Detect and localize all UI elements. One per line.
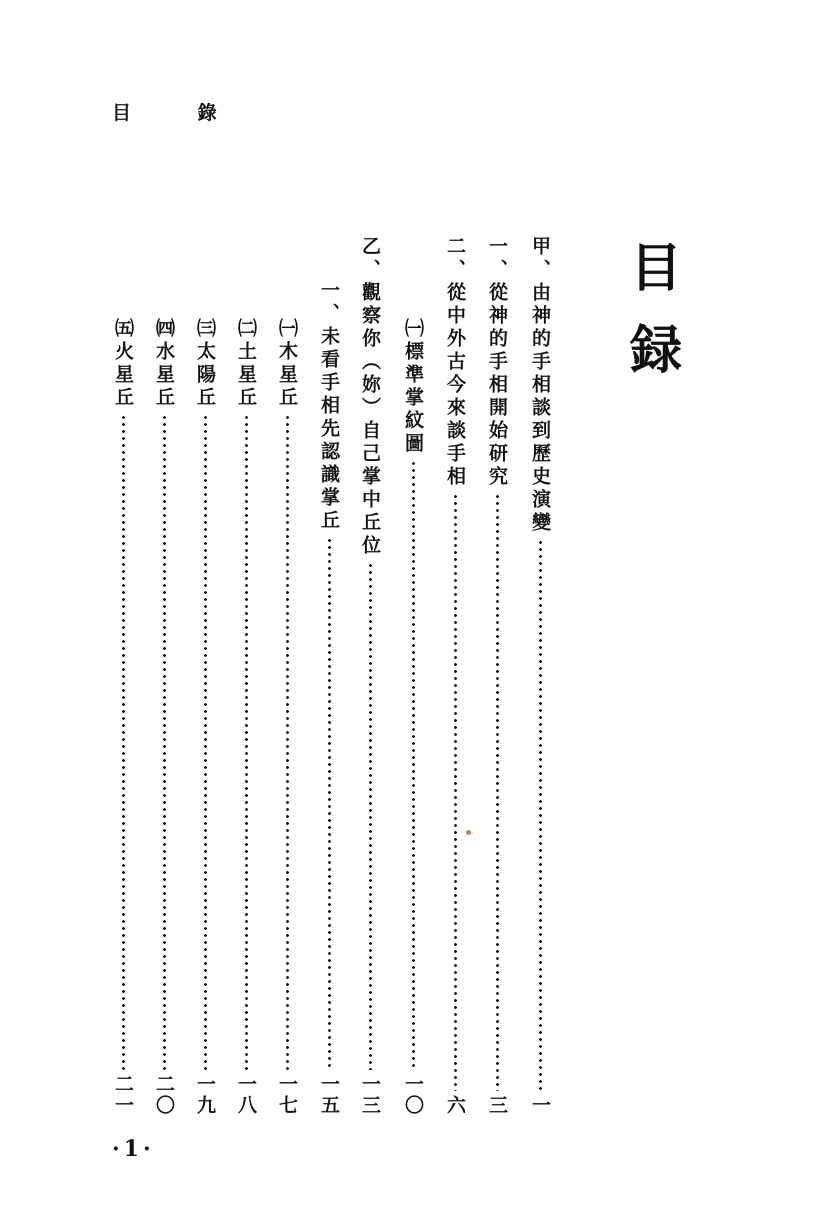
- toc-entry[interactable]: [527, 236, 553, 1116]
- toc-entry-page: 一三: [359, 1074, 381, 1116]
- toc-entry-label: ㈠標準掌紋圖: [402, 318, 424, 456]
- toc-entry[interactable]: [233, 318, 259, 1116]
- dot-leader: [369, 562, 372, 1070]
- toc-entry-label: 一、從神的手相開始研究: [486, 236, 508, 489]
- toc-entry-page: 一〇: [402, 1074, 424, 1116]
- toc-entry-page: 三: [486, 1095, 508, 1116]
- dot-leader: [245, 414, 248, 1070]
- toc-entry[interactable]: [357, 236, 383, 1116]
- page-title: [626, 228, 686, 392]
- dot-leader: [204, 414, 207, 1070]
- dot-leader: [496, 493, 499, 1091]
- toc-entry-label: 一、未看手相先認識掌丘: [318, 280, 340, 533]
- dot-leader: [328, 537, 331, 1070]
- toc-entry-page: 一五: [318, 1074, 340, 1116]
- page-title-char-2: 録: [629, 321, 682, 381]
- toc-entry-page: 一八: [235, 1074, 257, 1116]
- paper-speck: [466, 830, 471, 835]
- toc-entry-label: 二、從中外古今來談手相: [444, 236, 466, 489]
- dot-leader: [539, 539, 542, 1091]
- toc-entry[interactable]: [274, 318, 300, 1116]
- dot-leader: [286, 414, 289, 1070]
- toc-entry-label: ㈡土星丘: [235, 318, 257, 410]
- toc-entry[interactable]: [316, 280, 342, 1116]
- toc-entry[interactable]: [192, 318, 218, 1116]
- toc-entry[interactable]: [442, 236, 468, 1116]
- dot-leader: [122, 414, 125, 1070]
- toc-entry-page: 二〇: [153, 1074, 175, 1116]
- dot-leader: [163, 414, 166, 1070]
- toc-entry-page: 一: [529, 1095, 551, 1116]
- dot-leader: [412, 460, 415, 1070]
- dot-leader: [454, 493, 457, 1091]
- page-number: ·1·: [112, 1136, 155, 1162]
- toc-entry-label: ㈣水星丘: [153, 318, 175, 410]
- running-title: 目 錄: [112, 102, 247, 124]
- toc-entry-page: 六: [444, 1095, 466, 1116]
- toc-entry[interactable]: [110, 318, 136, 1116]
- toc-entry-label: ㈤火星丘: [112, 318, 134, 410]
- toc-entry-label: ㈢太陽丘: [194, 318, 216, 410]
- page-title-char-1: 目: [629, 239, 682, 299]
- toc-entry-label: 甲、由神的手相談到歷史演變: [529, 236, 551, 535]
- toc-entry[interactable]: [400, 318, 426, 1116]
- toc-entry-label: ㈠木星丘: [276, 318, 298, 410]
- toc-entry-page: 一九: [194, 1074, 216, 1116]
- toc-entry-page: 二一: [112, 1074, 134, 1116]
- toc-entry-label: 乙、觀察你（妳）自己掌中丘位: [359, 236, 381, 558]
- toc-entry[interactable]: [151, 318, 177, 1116]
- toc-entry-page: 一七: [276, 1074, 298, 1116]
- toc-entry[interactable]: [484, 236, 510, 1116]
